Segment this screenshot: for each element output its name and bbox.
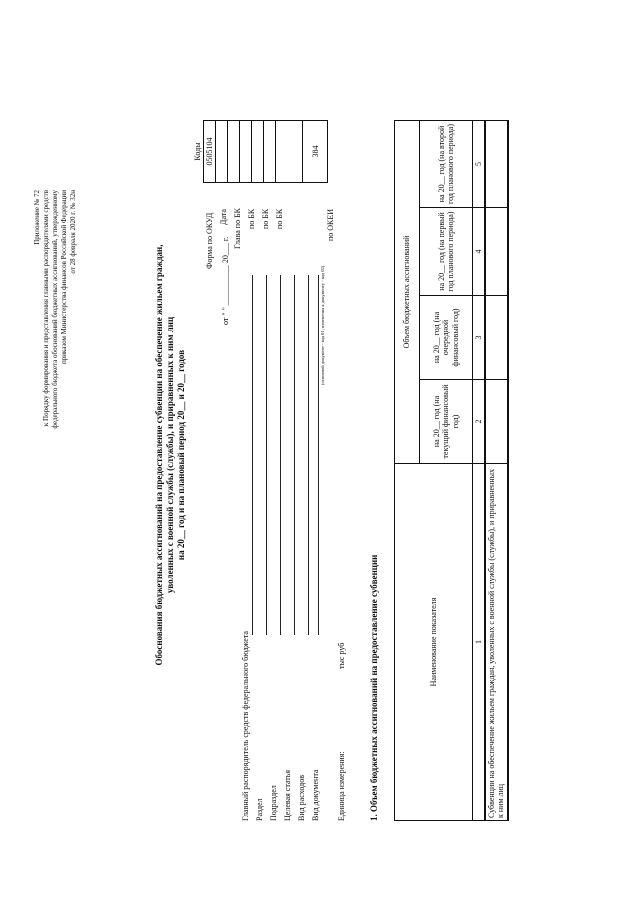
row-indicator-name: Субвенции на обеспечение жильем граждан, уволенных с военной службы (службы), и приравненных к ним лиц (485, 464, 507, 821)
col-num: 4 (473, 208, 486, 296)
field-manager-line (252, 275, 253, 635)
code-doc (276, 121, 303, 183)
col-plan-year2-header: на 20__ год (на второй год планового периода) (420, 120, 473, 207)
appendix-line: федерального бюджета обоснований бюджетных ассигнований, утвержденному (51, 190, 59, 429)
field-subsection-line (280, 275, 281, 635)
code-date (216, 121, 228, 183)
date-line: от " " __________ 20___ г. (221, 236, 230, 325)
document-title: Обоснования бюджетных ассигнований на предоставление субвенции на обеспечение жильем граждан, (154, 244, 164, 666)
field-doctype-line (318, 275, 319, 635)
table-header-row (395, 120, 420, 820)
appendix-date: от 28 февраля 2020 г. № 32н (69, 190, 77, 274)
codes-label-okei: по ОКЕИ (326, 208, 335, 241)
field-subsection-label: Подраздел (269, 785, 278, 821)
cell-value (485, 296, 507, 380)
codes-label-date: Дата (219, 209, 228, 225)
col-num: 1 (473, 464, 486, 821)
field-target-label: Целевая статья (283, 769, 292, 821)
codes-label-bk: по БК (247, 208, 256, 229)
col-indicator-header: Наименование показателя (395, 464, 473, 821)
field-doctype-hint: (основной документ - код 01; изменения к документу - код 02) (320, 265, 325, 385)
field-manager-label: Главный распорядитель средств федерального бюджета (241, 631, 250, 821)
code-bk-1 (240, 121, 252, 183)
field-expense-line (308, 275, 309, 635)
code-okud: 0505104 (204, 121, 216, 183)
unit-label: Единица измерения: (337, 751, 346, 821)
cell-value (485, 208, 507, 296)
code-glava (228, 121, 240, 183)
appendix-line: к Порядку формирования и представления главными распорядителями средств (42, 190, 50, 427)
document-title-line2: уволенных с военной службы (службы), и приравненных к ним лиц (165, 316, 175, 594)
appendix-number: Приложение № 72 (33, 190, 41, 245)
cell-value (485, 120, 507, 207)
field-section-label: Раздел (255, 798, 264, 821)
field-target-line (294, 275, 295, 635)
col-plan-year1-header: на 20__ год (на первый год планового периода) (420, 208, 473, 296)
table-number-row (473, 120, 486, 820)
allocations-table (394, 120, 509, 821)
appendix-line: приказом Министерства финансов Российской Федерации (60, 190, 68, 364)
codes-table (192, 120, 328, 183)
col-num: 2 (473, 380, 486, 464)
group-header: Объем бюджетных ассигнований (395, 120, 420, 463)
codes-label-bk: по БК (275, 208, 284, 229)
col-num: 5 (473, 120, 486, 207)
section-heading: 1. Объем бюджетных ассигнований на предоставление субвенции (369, 554, 379, 821)
field-doctype-label: Вид документа (311, 769, 320, 821)
col-num: 3 (473, 296, 486, 380)
code-bk-3 (264, 121, 276, 183)
field-expense-label: Вид расходов (297, 775, 306, 821)
codes-header: Коды (192, 121, 204, 183)
document-title-line3: на 20__ год и на плановый период 20__ и 20__ годов (176, 349, 186, 561)
codes-label-okud: Форма по ОКУД (205, 212, 214, 269)
codes-label-glava: Глава по БК (233, 208, 242, 249)
col-next-year-header: на 20__ год (на очередной финансовый год) (420, 296, 473, 380)
codes-label-bk: по БК (261, 208, 270, 229)
code-okei: 384 (303, 121, 328, 183)
field-section-line (266, 275, 267, 635)
cell-value (485, 380, 507, 464)
col-current-year-header: на 20__ год (на текущий финансовый год) (420, 380, 473, 464)
table-row (485, 120, 507, 820)
unit-value: тыс руб (337, 642, 346, 669)
code-bk-2 (252, 121, 264, 183)
